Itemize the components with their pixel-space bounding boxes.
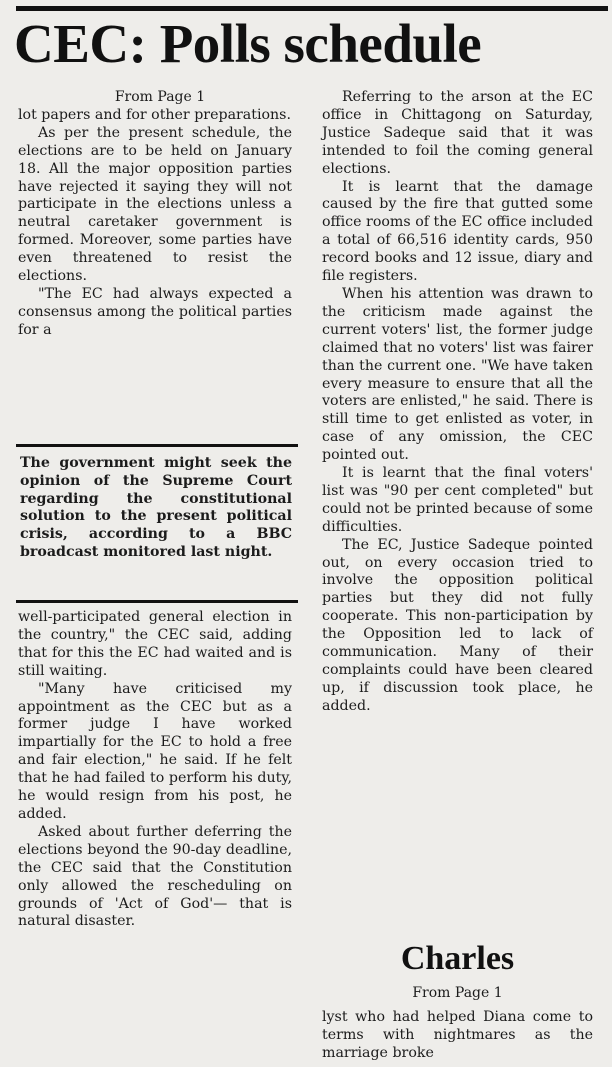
paragraph: "The EC had always expected a consensus among the political parties for a xyxy=(18,285,292,338)
pullquote-rule-bottom xyxy=(16,600,298,603)
second-story-headline: Charles xyxy=(400,940,515,977)
second-story-from-page: From Page 1 xyxy=(412,985,503,1001)
left-column-bottom xyxy=(18,609,292,931)
right-column xyxy=(322,89,593,716)
headline: CEC: Polls schedule xyxy=(14,13,482,74)
paragraph: well-participated general election in the country," the CEC said, adding that for this the EC had waited and is still waiting. xyxy=(18,609,292,679)
paragraph: "Many have criticised my appointment as the CEC but as a former judge I have worked impartially for the EC to hold a free and fair election," he said. If he felt that he had failed to perform his duty, he would resign from his post, he added. xyxy=(18,680,292,822)
paragraph: lyst who had helped Diana come to terms with nightmares as the marriage broke xyxy=(322,1009,593,1061)
paragraph: Asked about further deferring the elections beyond the 90-day deadline, the CEC said that the Constitution only allowed the rescheduling on grounds of 'Act of God'— that is natural disaster. xyxy=(18,823,292,930)
pullquote-rule-top xyxy=(16,444,298,447)
pullquote: The government might seek the opinion of the Supreme Court regarding the constitutional solution to the present political crisis, according to a BBC broadcast monitored last night. xyxy=(20,455,292,560)
paragraph: Referring to the arson at the EC office in Chittagong on Saturday, Justice Sadeque said that it was intended to foil the coming general elections. xyxy=(322,89,593,177)
paragraph: The EC, Justice Sadeque pointed out, on every occasion tried to involve the opposition political parties but they did not fully cooperate. This non-participation by the Opposition led to lack of communication. Many of their complaints could have been cleared up, if discussion took place, he added. xyxy=(322,536,593,714)
paragraph: It is learnt that the final voters' list was "90 per cent completed" but could not be printed because of some difficulties. xyxy=(322,465,593,535)
paragraph: When his attention was drawn to the criticism made against the current voters' list, the former judge claimed that no voters' list was fairer than the current one. "We have taken every measure to ensure that all the voters are enlisted," he said. There is still time to get enlisted as voter, in case of any omission, the CEC pointed out. xyxy=(322,285,593,464)
paragraph: It is learnt that the damage caused by the fire that gutted some office rooms of the EC office included a total of 66,516 identity cards, 950 record books and 12 issue, diary and file registers. xyxy=(322,178,593,285)
from-page-label: From Page 1 xyxy=(114,89,206,105)
second-story-body xyxy=(322,1009,593,1063)
paragraph: As per the present schedule, the elections are to be held on January 18. All the major opposition parties have rejected it saying they will not participate in the elections unless a neutral caretaker government is formed. Moreover, some parties have even threatened to resist the elections. xyxy=(18,124,292,285)
paragraph: lot papers and for other preparations. xyxy=(18,106,291,123)
left-column-top xyxy=(18,89,292,340)
